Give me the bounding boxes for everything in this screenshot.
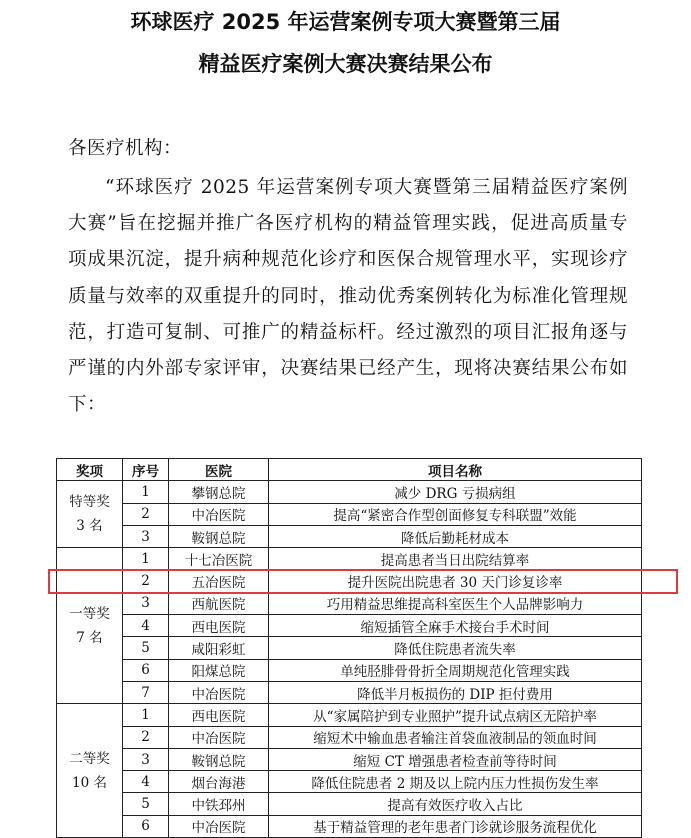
project-cell: 提高患者当日出院结算率 (269, 548, 642, 570)
header-seq: 序号 (123, 459, 169, 481)
table-row (57, 771, 642, 793)
seq-cell: 1 (123, 704, 169, 726)
project-cell: 减少 DRG 亏损病组 (269, 481, 642, 503)
table-row (57, 637, 642, 659)
seq-cell: 6 (123, 659, 169, 681)
seq-cell: 4 (123, 771, 169, 793)
seq-cell: 1 (123, 481, 169, 503)
project-cell: 巧用精益思维提高科室医生个人品牌影响力 (269, 592, 642, 614)
seq-cell: 2 (123, 726, 169, 748)
document-title-line1: 环球医疗 2025 年运营案例专项大赛暨第三届 (130, 10, 561, 34)
project-cell: 降低半月板损伤的 DIP 拒付费用 (269, 681, 642, 703)
table-row (57, 681, 642, 703)
project-cell: 降低住院患者流失率 (269, 637, 642, 659)
project-cell: 从“家属陪护到专业照护”提升试点病区无陪护率 (269, 704, 642, 726)
hospital-cell: 中冶医院 (169, 726, 269, 748)
project-cell: 缩短术中输血患者输注首袋血液制品的领血时间 (269, 726, 642, 748)
table-row (57, 726, 642, 748)
table-row (57, 659, 642, 681)
award-name: 二等奖 (69, 750, 110, 767)
project-cell: 提高有效医疗收入占比 (269, 793, 642, 815)
project-cell: 降低住院患者 2 期及以上院内压力性损伤发生率 (269, 771, 642, 793)
seq-cell: 5 (123, 793, 169, 815)
hospital-cell: 烟台海港 (169, 771, 269, 793)
table-row (57, 592, 642, 614)
body-paragraph: “环球医疗 2025 年运营案例专项大赛暨第三届精益医疗案例大赛”旨在挖掘并推广各医疗机构的精益管理实践，促进高质量专项成果沉淀，提升病种规范化诊疗和医保合规管理水平，实现诊疗质量与效率的双重提升的同时，推动优秀案例转化为标准化管理规范，打造可复制、可推广的精益标杆。经过激烈的项目汇报角逐与严谨的内外部专家评审，决赛结果已经产生，现将决赛结果公布如下： (68, 177, 628, 416)
award-cell (57, 548, 123, 704)
award-name: 一等奖 (69, 605, 110, 622)
project-cell: 缩短 CT 增强患者检查前等待时间 (269, 748, 642, 770)
salutation: 各医疗机构： (68, 138, 183, 159)
table-header-row (57, 459, 642, 481)
project-cell: 单纯胫腓骨骨折全周期规范化管理实践 (269, 659, 642, 681)
table-row (57, 548, 642, 570)
header-award: 奖项 (57, 459, 123, 481)
table-row (57, 615, 642, 637)
project-cell: 提高“紧密合作型创面修复专科联盟”效能 (269, 503, 642, 525)
seq-cell: 2 (123, 570, 169, 592)
seq-cell: 7 (123, 681, 169, 703)
award-count: 7 名 (76, 629, 103, 646)
hospital-cell: 西电医院 (169, 615, 269, 637)
seq-cell: 2 (123, 503, 169, 525)
award-name: 特等奖 (69, 494, 110, 511)
table-row (57, 525, 642, 547)
hospital-cell: 中冶医院 (169, 503, 269, 525)
project-cell: 提升医院出院患者 30 天门诊复诊率 (269, 570, 642, 592)
seq-cell: 5 (123, 637, 169, 659)
document-title-line2: 精益医疗案例大赛决赛结果公布 (198, 52, 493, 76)
hospital-cell: 中冶医院 (169, 681, 269, 703)
table-row (57, 503, 642, 525)
header-project: 项目名称 (269, 459, 642, 481)
hospital-cell: 中冶医院 (169, 815, 269, 837)
seq-cell: 1 (123, 548, 169, 570)
hospital-cell: 十七冶医院 (169, 548, 269, 570)
hospital-cell: 五冶医院 (169, 570, 269, 592)
seq-cell: 4 (123, 615, 169, 637)
table-row (57, 704, 642, 726)
seq-cell: 6 (123, 815, 169, 837)
seq-cell: 3 (123, 592, 169, 614)
project-cell: 降低后勤耗材成本 (269, 525, 642, 547)
table-body (57, 481, 642, 838)
award-cell (57, 704, 123, 838)
table-row (57, 793, 642, 815)
hospital-cell: 鞍钢总院 (169, 748, 269, 770)
table-row (57, 815, 642, 837)
award-count: 3 名 (76, 518, 103, 535)
table-row (57, 748, 642, 770)
header-hospital: 医院 (169, 459, 269, 481)
hospital-cell: 咸阳彩虹 (169, 637, 269, 659)
award-cell (57, 481, 123, 548)
award-count: 10 名 (72, 774, 107, 791)
hospital-cell: 西电医院 (169, 704, 269, 726)
table-row (57, 481, 642, 503)
hospital-cell: 攀钢总院 (169, 481, 269, 503)
project-cell: 缩短插管全麻手术接台手术时间 (269, 615, 642, 637)
hospital-cell: 鞍钢总院 (169, 525, 269, 547)
hospital-cell: 阳煤总院 (169, 659, 269, 681)
results-table (56, 458, 642, 838)
hospital-cell: 西航医院 (169, 592, 269, 614)
hospital-cell: 中铁邳州 (169, 793, 269, 815)
project-cell: 基于精益管理的老年患者门诊就诊服务流程优化 (269, 815, 642, 837)
seq-cell: 3 (123, 748, 169, 770)
table-row (57, 570, 642, 592)
seq-cell: 3 (123, 525, 169, 547)
